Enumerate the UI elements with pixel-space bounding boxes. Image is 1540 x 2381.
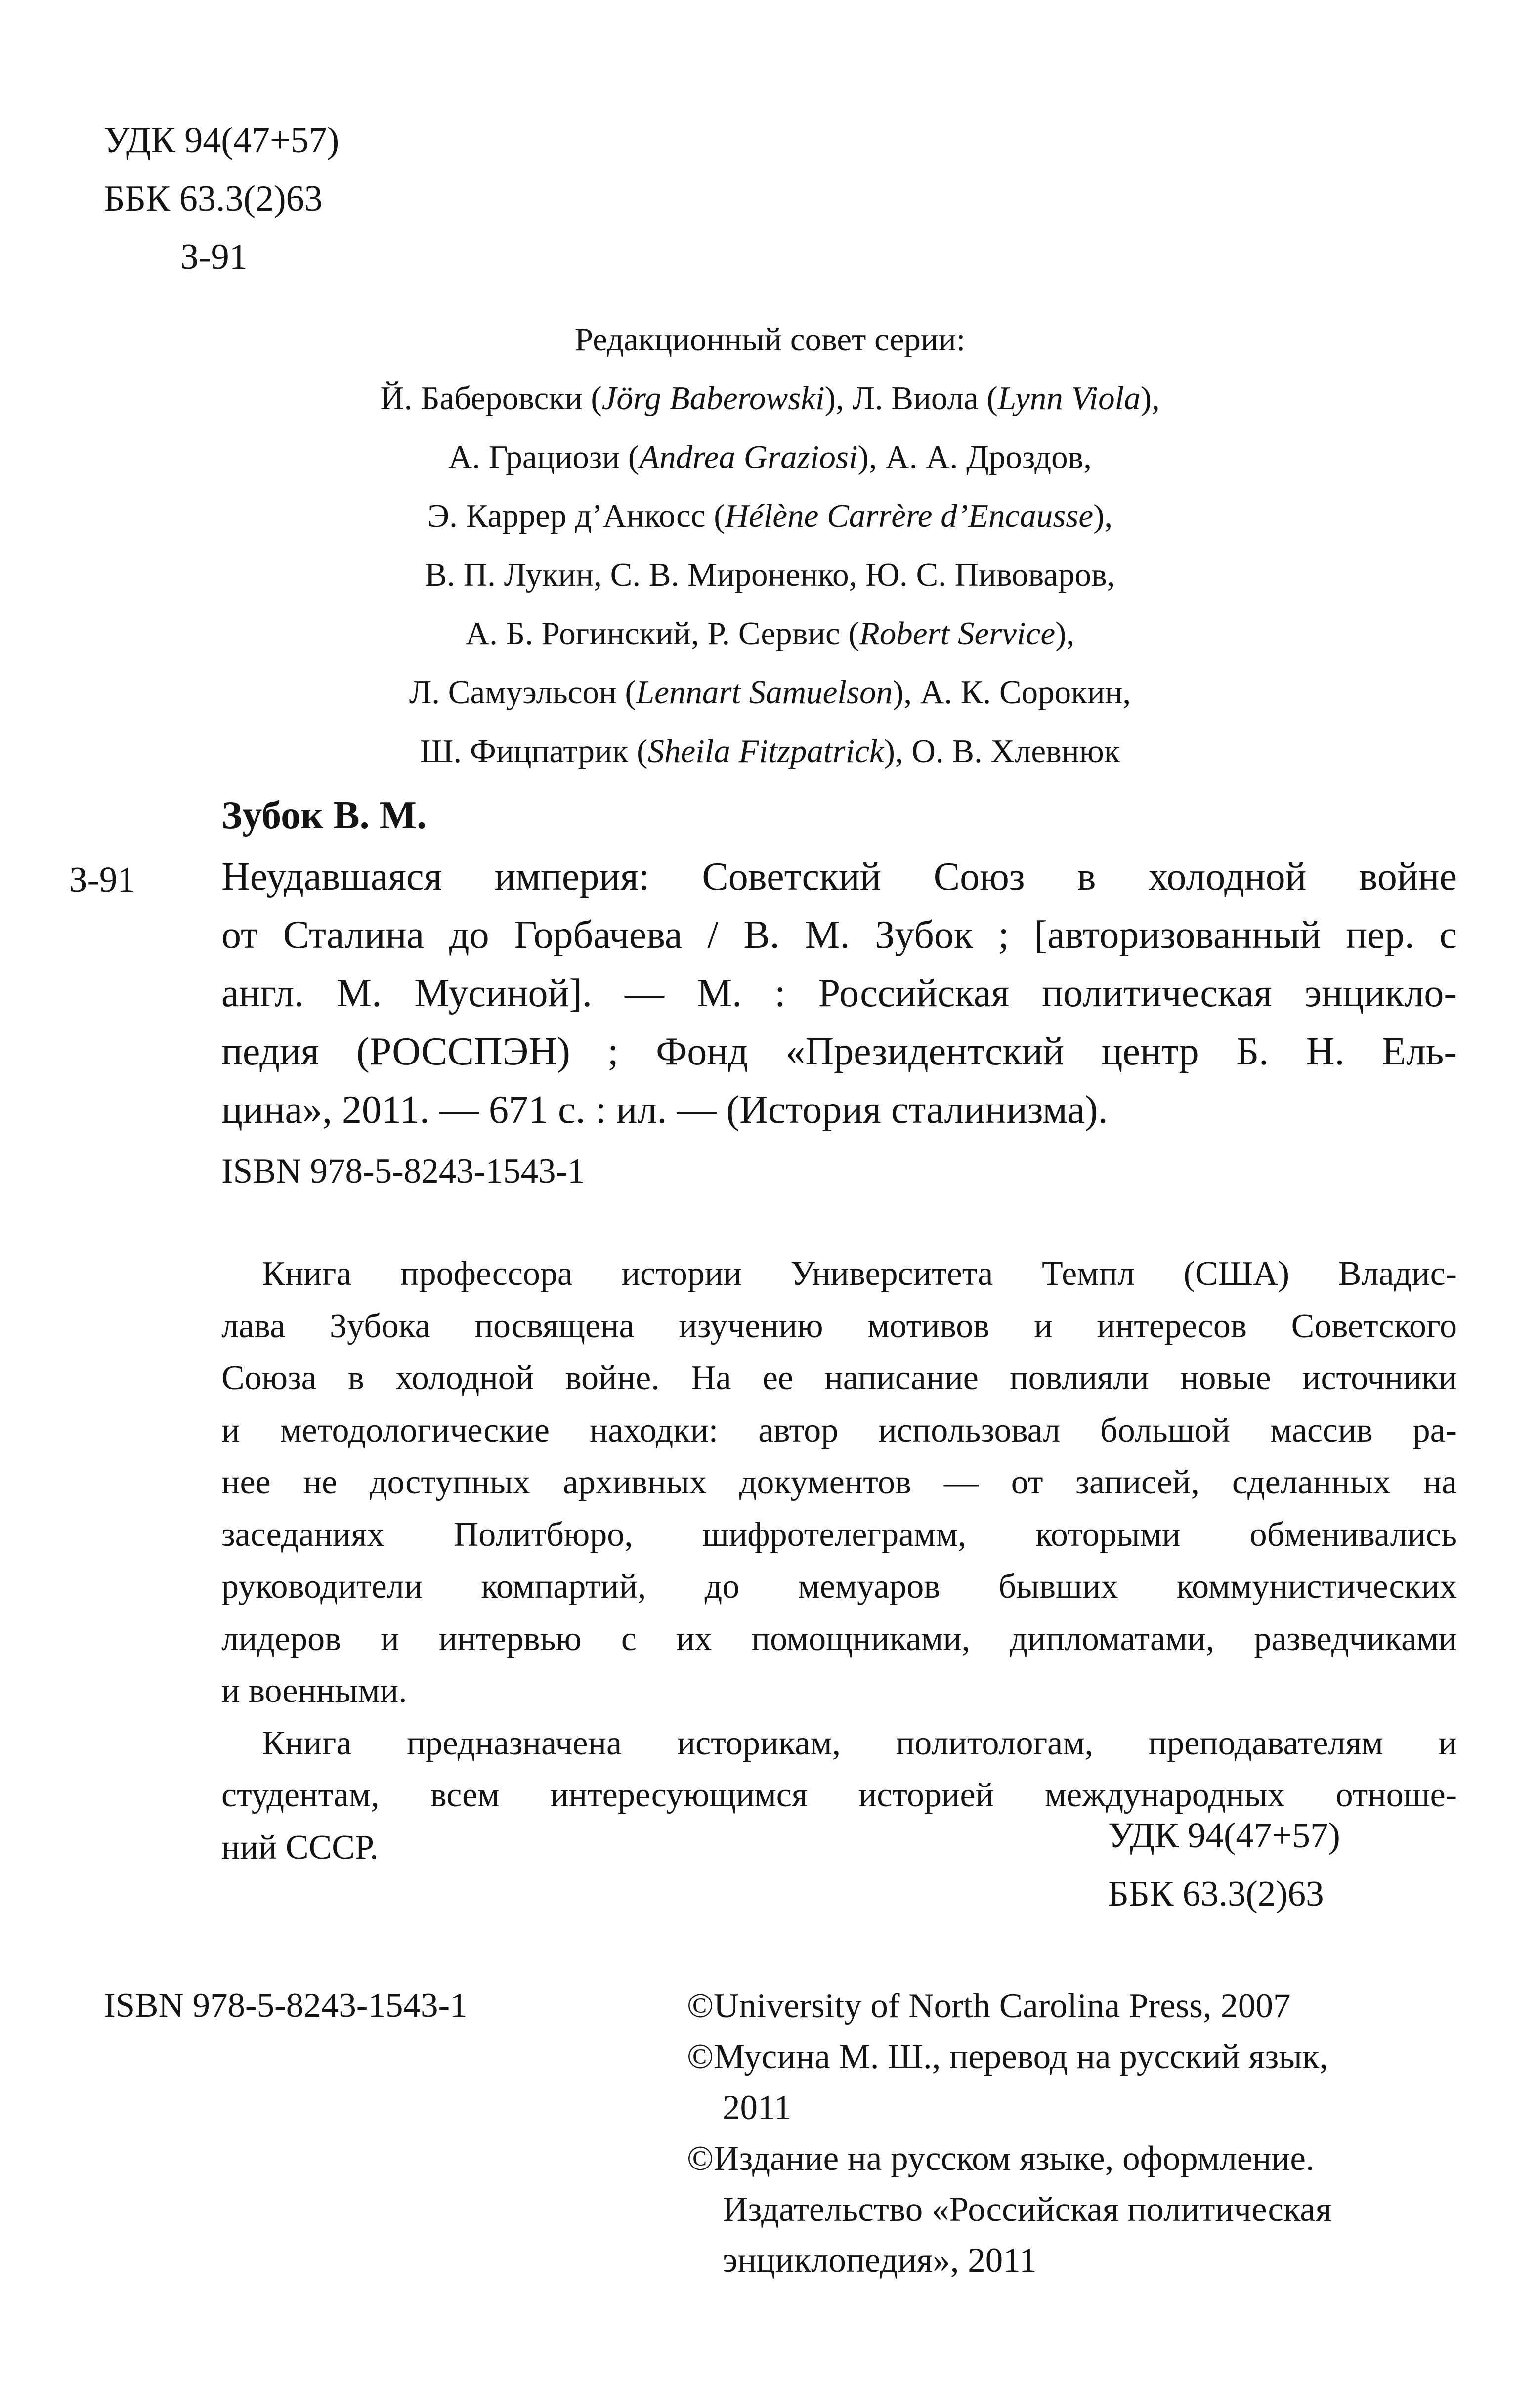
editorial-board-line: Ш. Фицпатрик (Sheila Fitzpatrick), О. В. Хлевнюк: [420, 733, 1120, 769]
biblio-line: от Сталина до Горбачева / В. М. Зубок ; [авторизованный пер. с: [221, 913, 1457, 957]
annotation-line: Союза в холодной войне. На ее написание повлияли новые источники: [221, 1359, 1457, 1397]
copyright-line: Издательство «Российская политическая: [723, 2190, 1332, 2229]
editorial-board-line: Л. Самуэльсон (Lennart Samuelson), А. К. Сорокин,: [409, 674, 1131, 711]
bbk-code: ББК 63.3(2)63: [1108, 1873, 1324, 1913]
annotation-line: лава Зубока посвящена изучению мотивов и интересов Советского: [221, 1307, 1457, 1345]
biblio-line: англ. М. Мусиной]. — М. : Российская политическая энцикло-: [221, 972, 1457, 1015]
annotation-line: руководители компартий, до мемуаров бывших коммунистических: [221, 1568, 1457, 1606]
biblio-line: Неудавшаяся империя: Советский Союз в холодной войне: [221, 855, 1457, 898]
annotation-line: заседаниях Политбюро, шифротелеграмм, которыми обменивались: [221, 1515, 1457, 1554]
copyright-line: ©Мусина М. Ш., перевод на русский язык,: [687, 2038, 1328, 2076]
author-heading: Зубок В. М.: [221, 794, 427, 837]
biblio-line: цина», 2011. — 671 с. : ил. — (История сталинизма).: [221, 1088, 1108, 1132]
annotation-line: и военными.: [221, 1672, 407, 1710]
copyright-line: ©University of North Carolina Press, 2007: [687, 1987, 1291, 2025]
copyright-line: энциклопедия», 2011: [723, 2241, 1037, 2280]
top-classification-codes: [104, 111, 339, 286]
bibliographic-description: [221, 848, 1457, 1139]
editorial-board-line: А. Б. Рогинский, Р. Сервис (Robert Service),: [465, 615, 1075, 652]
annotation-line: ний СССР.: [221, 1828, 379, 1867]
editorial-board-line: Й. Баберовски (Jörg Baberowski), Л. Виола (Lynn Viola),: [380, 380, 1160, 417]
bbk-code: ББК 63.3(2)63: [104, 178, 323, 219]
udk-code: УДК 94(47+57): [1108, 1815, 1340, 1855]
annotation-line: нее не доступных архивных документов — от записей, сделанных на: [221, 1463, 1457, 1501]
annotation-paragraph: [221, 1248, 1457, 1717]
editorial-board-line: А. Грациози (Andrea Graziosi), А. А. Дроздов,: [448, 439, 1092, 475]
copyright-notices: [687, 1981, 1331, 2286]
annotation-line: Книга предназначена историкам, политологам, преподавателям и: [262, 1724, 1457, 1762]
biblio-line: педия (РОССПЭН) ; Фонд «Президентский центр Б. Н. Ель-: [221, 1030, 1457, 1073]
udk-code: УДК 94(47+57): [104, 120, 340, 161]
footer-isbn: ISBN 978-5-8243-1543-1: [104, 1986, 468, 2025]
editorial-board-line: В. П. Лукин, С. В. Мироненко, Ю. С. Пивоваров,: [425, 556, 1115, 593]
annotation-line: студентам, всем интересующимся историей международных отноше-: [221, 1776, 1457, 1814]
copyright-line: ©Издание на русском языке, оформление.: [687, 2139, 1315, 2178]
editorial-board: [0, 310, 1540, 781]
author-mark-code: З-91: [180, 237, 248, 277]
annotation-line: и методологические находки: автор использовал большой массив ра-: [221, 1411, 1457, 1449]
annotation: [221, 1248, 1457, 1873]
author-mark: З-91: [69, 859, 135, 899]
copyright-line: 2011: [723, 2088, 792, 2127]
editorial-board-title: Редакционный совет серии:: [574, 321, 966, 358]
annotation-line: Книга профессора истории Университета Темпл (США) Владис-: [262, 1255, 1457, 1293]
editorial-board-line: Э. Каррер д’Анкосс (Hélène Carrère d’Encausse),: [427, 498, 1113, 534]
bottom-classification-codes: [1108, 1806, 1340, 1923]
annotation-line: лидеров и интервью с их помощниками, дипломатами, разведчиками: [221, 1619, 1457, 1658]
isbn: ISBN 978-5-8243-1543-1: [221, 1152, 585, 1190]
